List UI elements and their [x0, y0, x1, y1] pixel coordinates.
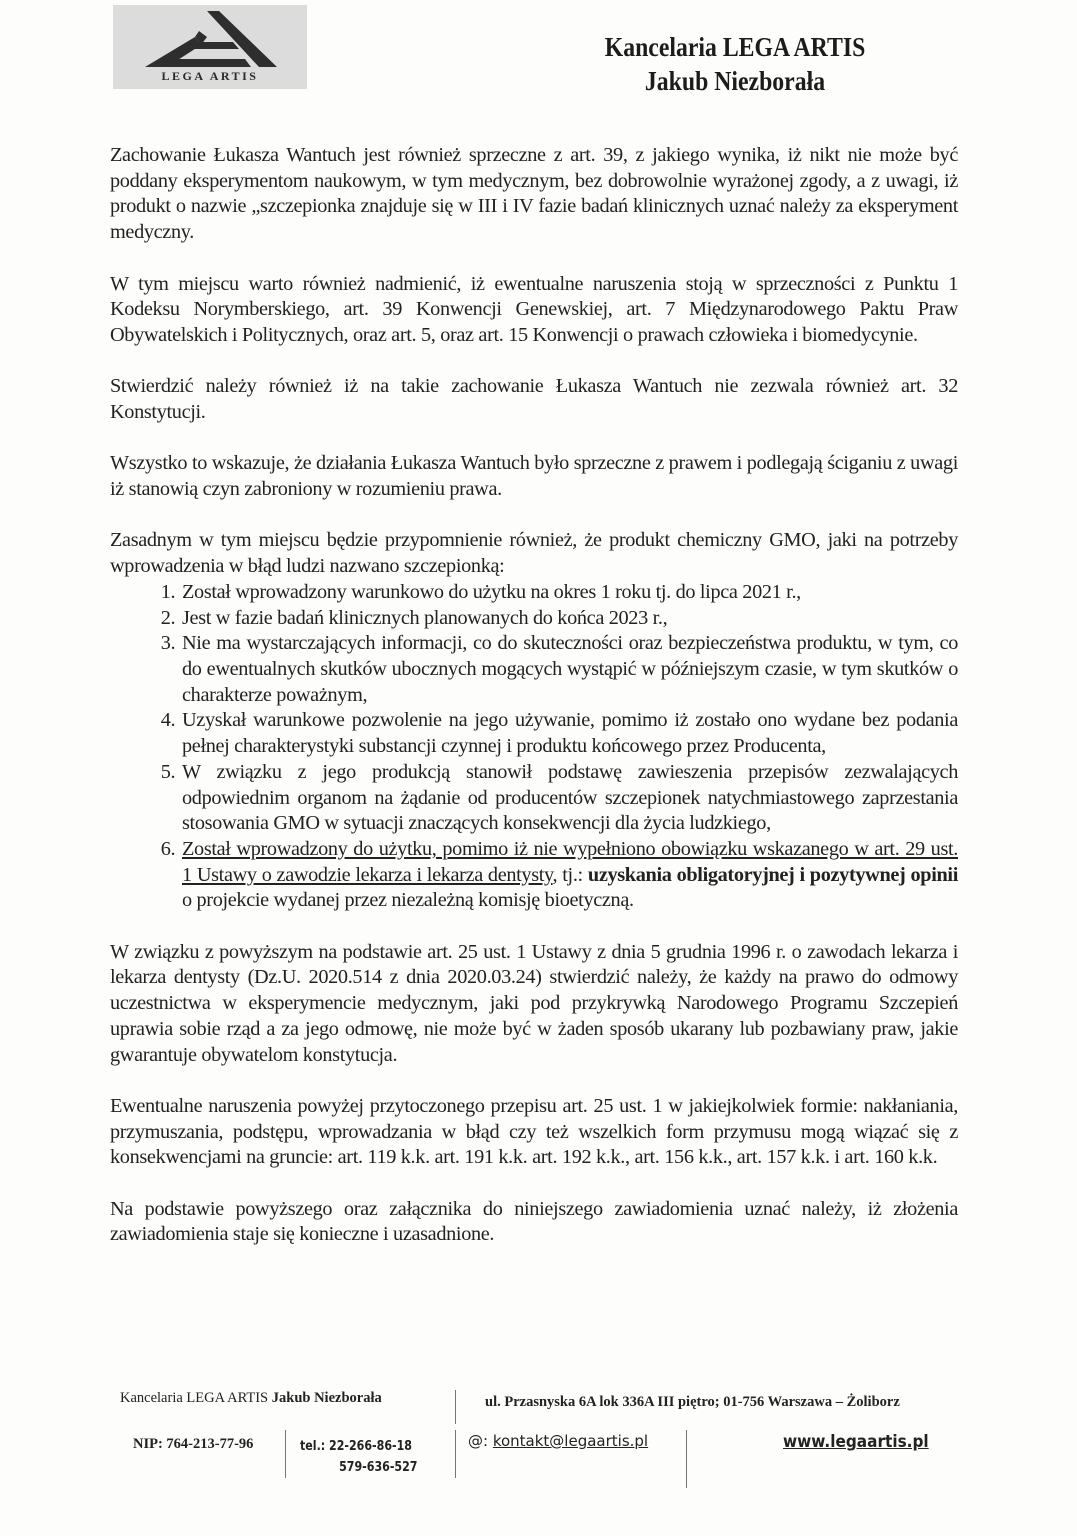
footer-email: [468, 1432, 648, 1450]
footer-nip: NIP: 764-213-77-96: [133, 1436, 254, 1452]
email-prefix: @:: [468, 1432, 493, 1450]
text: o projekcie wydanej przez niezależną komisję bioetyczną.: [182, 889, 634, 912]
footer-firm-name: Jakub Niezborała: [271, 1390, 382, 1406]
list-item: 4. Uzyskał warunkowe pozwolenie na jego używanie, pomimo iż zostało ono wydane bez podania pełnej charakterystyki substancji czynnej i produktu końcowego przez Producenta,: [180, 708, 958, 759]
divider: [686, 1430, 687, 1488]
phone-line-2: 579-636-527: [339, 1460, 418, 1475]
footer-firm: [120, 1390, 382, 1407]
list-item: 2. Jest w fazie badań klinicznych planowanych do końca 2023 r.,: [180, 606, 958, 632]
letterhead-title: [546, 30, 924, 98]
paragraph-list-intro: Zasadnym w tym miejscu będzie przypomnienie również, że produkt chemiczny GMO, jaki na potrzeby wprowadzenia w błąd ludzi nazwano szczepionką:: [110, 529, 958, 578]
paragraph: Stwierdzić należy również iż na takie zachowanie Łukasza Wantuch nie zezwala również art. 32 Konstytucji.: [110, 375, 958, 423]
paragraph: Ewentualne naruszenia powyżej przytoczonego przepisu art. 25 ust. 1 w jakiejkolwiek formie: nakłaniania, przymuszania, podstępu, wprowadzania w błąd czy też wszelkich form przymusu mogą wiązać się z konsekwencjami na gruncie: art. 119 k.k. art. 191 k.k. art. 192 k.k., art. 156 k.k., art. 157 k.k. i art. 160 k.k.: [110, 1094, 958, 1169]
footer-firm-prefix: Kancelaria LEGA ARTIS: [120, 1390, 269, 1406]
website-link[interactable]: www.legaartis.pl: [783, 1432, 929, 1452]
footer-address: ul. Przasnyska 6A lok 336A III piętro; 01-756 Warszawa – Żoliborz: [485, 1394, 900, 1410]
lawyer-name: Jakub Niezborała: [644, 66, 826, 96]
footer-phone: [300, 1436, 417, 1478]
paragraph: Zachowanie Łukasza Wantuch jest również sprzeczne z art. 39, z jakiego wynika, iż nikt nie może być poddany eksperymentom naukowym, w tym medycznym, bez dobrowolnie wyrażonej zgody, a z uwagi, iż produkt o nazwie „szczepionka znajduje się w III i IV fazie badań klinicznych uznać należy za eksperyment medyczny.: [110, 144, 958, 244]
divider: [455, 1430, 456, 1478]
numbered-list: [110, 580, 958, 914]
document-body: [110, 143, 958, 1274]
list-item: 1. Został wprowadzony warunkowo do użytku na okres 1 roku tj. do lipca 2021 r.,: [180, 580, 958, 606]
divider: [285, 1430, 286, 1478]
list-item: [180, 837, 958, 914]
logo-text: LEGA ARTIS: [161, 69, 259, 83]
list-item: 5. W związku z jego produkcją stanowił podstawę zawieszenia przepisów zezwalających odpowiednim organom na żądanie od producentów szczepionek natychmiastowego zaprzestania stosowania GMO w sytuacji znaczących konsekwencji dla życia ludzkiego,: [180, 760, 958, 837]
triangle-logo-icon: [141, 11, 281, 69]
bold-text: uzyskania obligatoryjnej i pozytywnej opinii: [587, 863, 958, 886]
text: , tj.:: [552, 863, 588, 886]
paragraph: W związku z powyższym na podstawie art. 25 ust. 1 Ustawy z dnia 5 grudnia 1996 r. o zawodach lekarza i lekarza dentysty (Dz.U. 2020.514 z dnia 2020.03.24) stwierdzić należy, że każdy na prawo do odmowy uczestnictwa w eksperymencie medycznym, jaki pod przykrywką Narodowego Programu Szczepień uprawia sobie rząd a za jego odmowę, nie może być w żaden sposób ukarany lub pozbawiany praw, jakie gwarantuje obywatelom konstytucja.: [110, 940, 958, 1066]
divider: [455, 1390, 456, 1424]
email-link[interactable]: kontakt@legaartis.pl: [492, 1432, 649, 1450]
paragraph: Wszystko to wskazuje, że działania Łukasza Wantuch było sprzeczne z prawem i podlegają ściganiu z uwagi iż stanowią czyn zabroniony w rozumieniu prawa.: [110, 452, 958, 501]
lega-artis-logo: [113, 5, 307, 89]
firm-name: Kancelaria LEGA ARTIS: [604, 32, 866, 62]
paragraph: Na podstawie powyższego oraz załącznika do niniejszego zawiadomienia uznać należy, iż złożenia zawiadomienia staje się konieczne i uzasadnione.: [110, 1197, 958, 1246]
phone-line-1: tel.: 22-266-86-18: [300, 1439, 412, 1454]
underlined-text: Został wprowadzony do użytku, pomimo iż nie wypełniono obowiązku wskazanego w art. 29 ust. 1 Ustawy o zawodzie lekarza i lekarza dentysty: [182, 837, 958, 886]
paragraph: W tym miejscu warto również nadmienić, iż ewentualne naruszenia stoją w sprzeczności z Punktu 1 Kodeksu Norymberskiego, art. 39 Konwencji Genewskiej, art. 7 Międzynarodowego Paktu Praw Obywatelskich i Politycznych, oraz art. 5, oraz art. 15 Konwencji o prawach człowieka i biomedycynie.: [110, 272, 958, 346]
list-item: 3. Nie ma wystarczających informacji, co do skuteczności oraz bezpieczeństwa produktu, w tym, co do ewentualnych skutków ubocznych mogących wystąpić w późniejszym czasie, w tym skutków o charakterze poważnym,: [180, 631, 958, 708]
letterhead-footer: [110, 1390, 960, 1490]
